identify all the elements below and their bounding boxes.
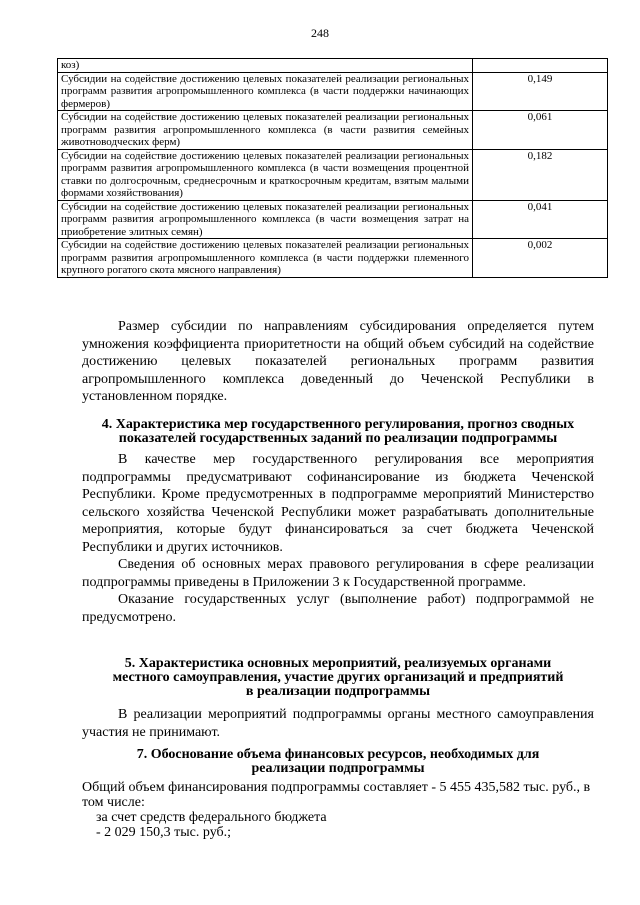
section-4-paragraph-2: Сведения об основных мерах правового регулирования в сфере реализации подпрограммы приведены в Приложении 3 к Государственной программе. [82,557,594,590]
subsidy-size-paragraph: Размер субсидии по направлениям субсидирования определяется путем умножения коэффициента приоритетности на общий объем субсидий на содействие достижению целевых показателей региональных программ развития агропромышленного комплекса доведенный до Чеченской Республики в установленном порядке. [82,319,594,404]
section-7 [82,748,594,840]
section-7-total-line: Общий объем финансирования подпрограммы составляет - 5 455 435,582 тыс. руб., в том числе: [82,780,591,810]
subsidy-size-block [82,318,594,406]
table-cell-value: 0,041 [473,200,608,239]
table-cell-value: 0,002 [473,239,608,278]
table-row [58,239,608,278]
subsidy-table [57,58,608,278]
table-row [58,200,608,239]
section-7-heading-line-2: реализации подпрограммы [251,761,425,776]
section-7-federal-amount: - 2 029 150,3 тыс. руб.; [96,825,232,840]
section-5-heading-line-3: в реализации подпрограммы [245,684,431,699]
table-cell-value [473,59,608,73]
section-4-paragraph-1: В качестве мер государственного регулирования все мероприятия подпрограммы предусматривают софинансирование из бюджета Чеченской Республики. Кроме предусмотренных в подпрограмме мероприятий Министерство сельского хозяйства Чеченской Республики может разрабатывать дополнительные мероприятия, которые будут финансироваться за счет бюджета Чеченской Республики и других источников. [82,452,594,555]
table-row [58,149,608,200]
table-cell-value: 0,182 [473,149,608,200]
section-5-paragraph-1: В реализации мероприятий подпрограммы органы местного самоуправления участия не принимают. [82,707,594,740]
table-cell-value: 0,149 [473,72,608,111]
table-row [58,72,608,111]
table-row [58,59,608,73]
table-cell-description: Субсидии на содействие достижению целевых показателей реализации региональных программ развития агропромышленного комплекса (в части развития семейных животноводческих ферм) [58,111,473,150]
section-4-heading-line-2: показателей государственных заданий по реализации подпрограммы [118,431,558,446]
page-number: 248 [311,26,329,40]
table-cell-description: коз) [58,59,473,73]
table-cell-description: Субсидии на содействие достижению целевых показателей реализации региональных программ развития агропромышленного комплекса (в части поддержки начинающих фермеров) [58,72,473,111]
section-7-federal-line: за счет средств федерального бюджета [96,810,327,825]
section-5-heading-line-1: 5. Характеристика основных мероприятий, реализуемых органами [124,656,552,671]
section-7-heading-line-1: 7. Обоснование объема финансовых ресурсов, необходимых для [136,747,540,762]
section-4-paragraph-3: Оказание государственных услуг (выполнение работ) подпрограммой не предусмотрено. [82,592,594,625]
table-cell-description: Субсидии на содействие достижению целевых показателей реализации региональных программ развития агропромышленного комплекса (в части возмещения процентной ставки по долгосрочным, среднесрочным и краткосрочным кредитам, взятым малыми формами хозяйствования) [58,149,473,200]
section-4-heading-line-1: 4. Характеристика мер государственного регулирования, прогноз сводных [101,417,575,432]
table-cell-description: Субсидии на содействие достижению целевых показателей реализации региональных программ развития агропромышленного комплекса (в части возмещения затрат на приобретение элитных семян) [58,200,473,239]
section-5 [82,657,594,741]
table-cell-value: 0,061 [473,111,608,150]
section-4 [82,418,594,626]
table-row [58,111,608,150]
section-5-heading-line-2: местного самоуправления, участие других организаций и предприятий [112,670,564,685]
table-cell-description: Субсидии на содействие достижению целевых показателей реализации региональных программ развития агропромышленного комплекса (в части поддержки племенного крупного рогатого скота мясного направления) [58,239,473,278]
